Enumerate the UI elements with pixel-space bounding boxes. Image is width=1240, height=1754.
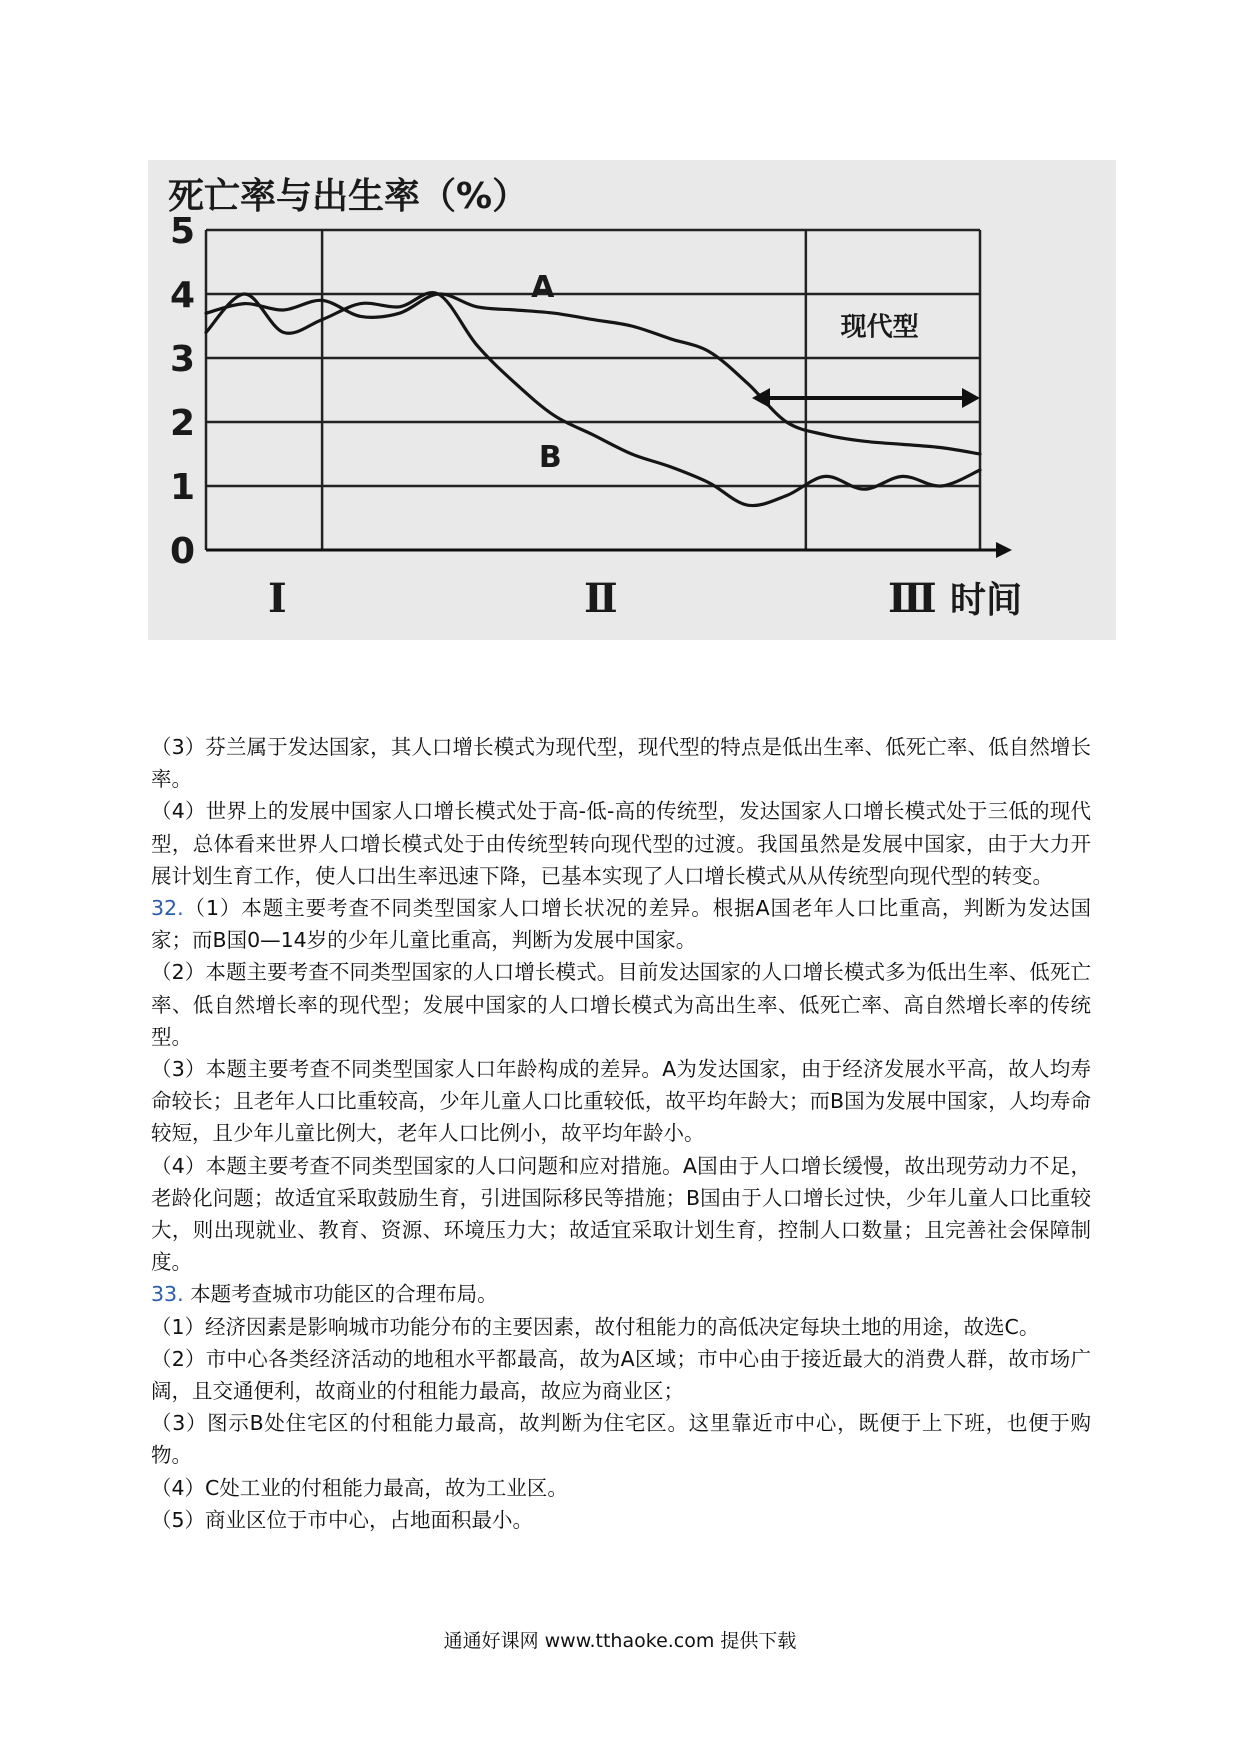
answer-paragraph [151, 892, 1091, 956]
answer-paragraph: （2）市中心各类经济活动的地租水平都最高，故为A区域；市中心由于接近最大的消费人群，故市场广阔，且交通便利，故商业的付租能力最高，故应为商业区； [151, 1346, 1091, 1404]
answer-text-span: （1）本题主要考查不同类型国家人口增长状况的差异。根据A国老年人口比重高，判断为发达国家；而B国0—14岁的少年儿童比重高，判断为发展中国家。 [151, 896, 1091, 953]
answer-paragraph: （4）本题主要考查不同类型国家的人口问题和应对措施。A国由于人口增长缓慢，故出现劳动力不足，老龄化问题；故适宜采取鼓励生育，引进国际移民等措施；B国由于人口增长过快，少年儿童人口比重较大，则出现就业、教育、资源、环境压力大；故适宜采取计划生育，控制人口数量；且完善社会保障制度。 [151, 1153, 1091, 1275]
x-axis-label: 时间 [950, 580, 1023, 621]
answer-paragraph: （4）世界上的发展中国家人口增长模式处于高-低-高的传统型，发达国家人口增长模式处于三低的现代型，总体看来世界人口增长模式处于由传统型转向现代型的过渡。我国虽然是发展中国家，由于大力开展计划生育工作，使人口出生率迅速下降，已基本实现了人口增长模式从从传统型向现代型的转变。 [151, 799, 1091, 888]
chart-svg [148, 160, 1116, 640]
y-tick-label: 1 [170, 467, 196, 508]
y-tick-label: 0 [170, 531, 196, 572]
answer-paragraph: （1）经济因素是影响城市功能分布的主要因素，故付租能力的高低决定每块土地的用途，故选C。 [151, 1314, 1040, 1339]
y-tick-label: 5 [170, 211, 196, 252]
stage-label-3: Ⅲ [888, 575, 937, 622]
answer-paragraph [151, 1278, 1091, 1310]
answer-text [151, 731, 1091, 1536]
question-number: 32. [151, 896, 184, 921]
chart-grid [206, 230, 1012, 558]
answer-paragraph: （3）本题主要考查不同类型国家人口年龄构成的差异。A为发达国家，由于经济发展水平高，故人均寿命较长；且老年人口比重较高，少年儿童人口比重较低，故平均年龄大；而B国为发展中国家，人均寿命较短，且少年儿童比例大，老年人口比例小，故平均年龄小。 [151, 1057, 1091, 1146]
answer-paragraph: （5）商业区位于市中心，占地面积最小。 [151, 1507, 534, 1532]
demographic-transition-chart [148, 160, 1116, 640]
answer-paragraph: （2）本题主要考查不同类型国家的人口增长模式。目前发达国家的人口增长模式多为低出生率、低死亡率、低自然增长率的现代型；发展中国家的人口增长模式为高出生率、低死亡率、高自然增长率的传统型。 [151, 960, 1091, 1049]
curve-label-a: A [531, 270, 555, 306]
page-footer: 通通好课网 www.tthaoke.com 提供下载 [443, 1630, 797, 1652]
answer-paragraph: （3）图示B处住宅区的付租能力最高，故判断为住宅区。这里靠近市中心，既便于上下班，也便于购物。 [151, 1411, 1091, 1468]
answer-text-span: 本题考查城市功能区的合理布局。 [190, 1282, 498, 1307]
question-number: 33. [151, 1282, 184, 1307]
stage-label-1: Ⅰ [268, 575, 287, 622]
modern-range-arrow [752, 388, 980, 408]
answer-paragraph: （4）C处工业的付租能力最高，故为工业区。 [151, 1475, 568, 1500]
y-tick-labels [170, 211, 195, 572]
y-tick-label: 3 [170, 339, 196, 380]
answer-paragraph: （3）芬兰属于发达国家，其人口增长模式为现代型，现代型的特点是低出生率、低死亡率、低自然增长率。 [151, 735, 1091, 792]
modern-type-label: 现代型 [840, 312, 919, 343]
chart-title: 死亡率与出生率（%） [168, 176, 529, 217]
stage-label-2: Ⅱ [584, 575, 618, 622]
y-tick-label: 2 [170, 403, 196, 444]
x-axis-arrow [996, 542, 1012, 558]
y-tick-label: 4 [170, 275, 196, 316]
curve-label-b: B [538, 439, 562, 475]
